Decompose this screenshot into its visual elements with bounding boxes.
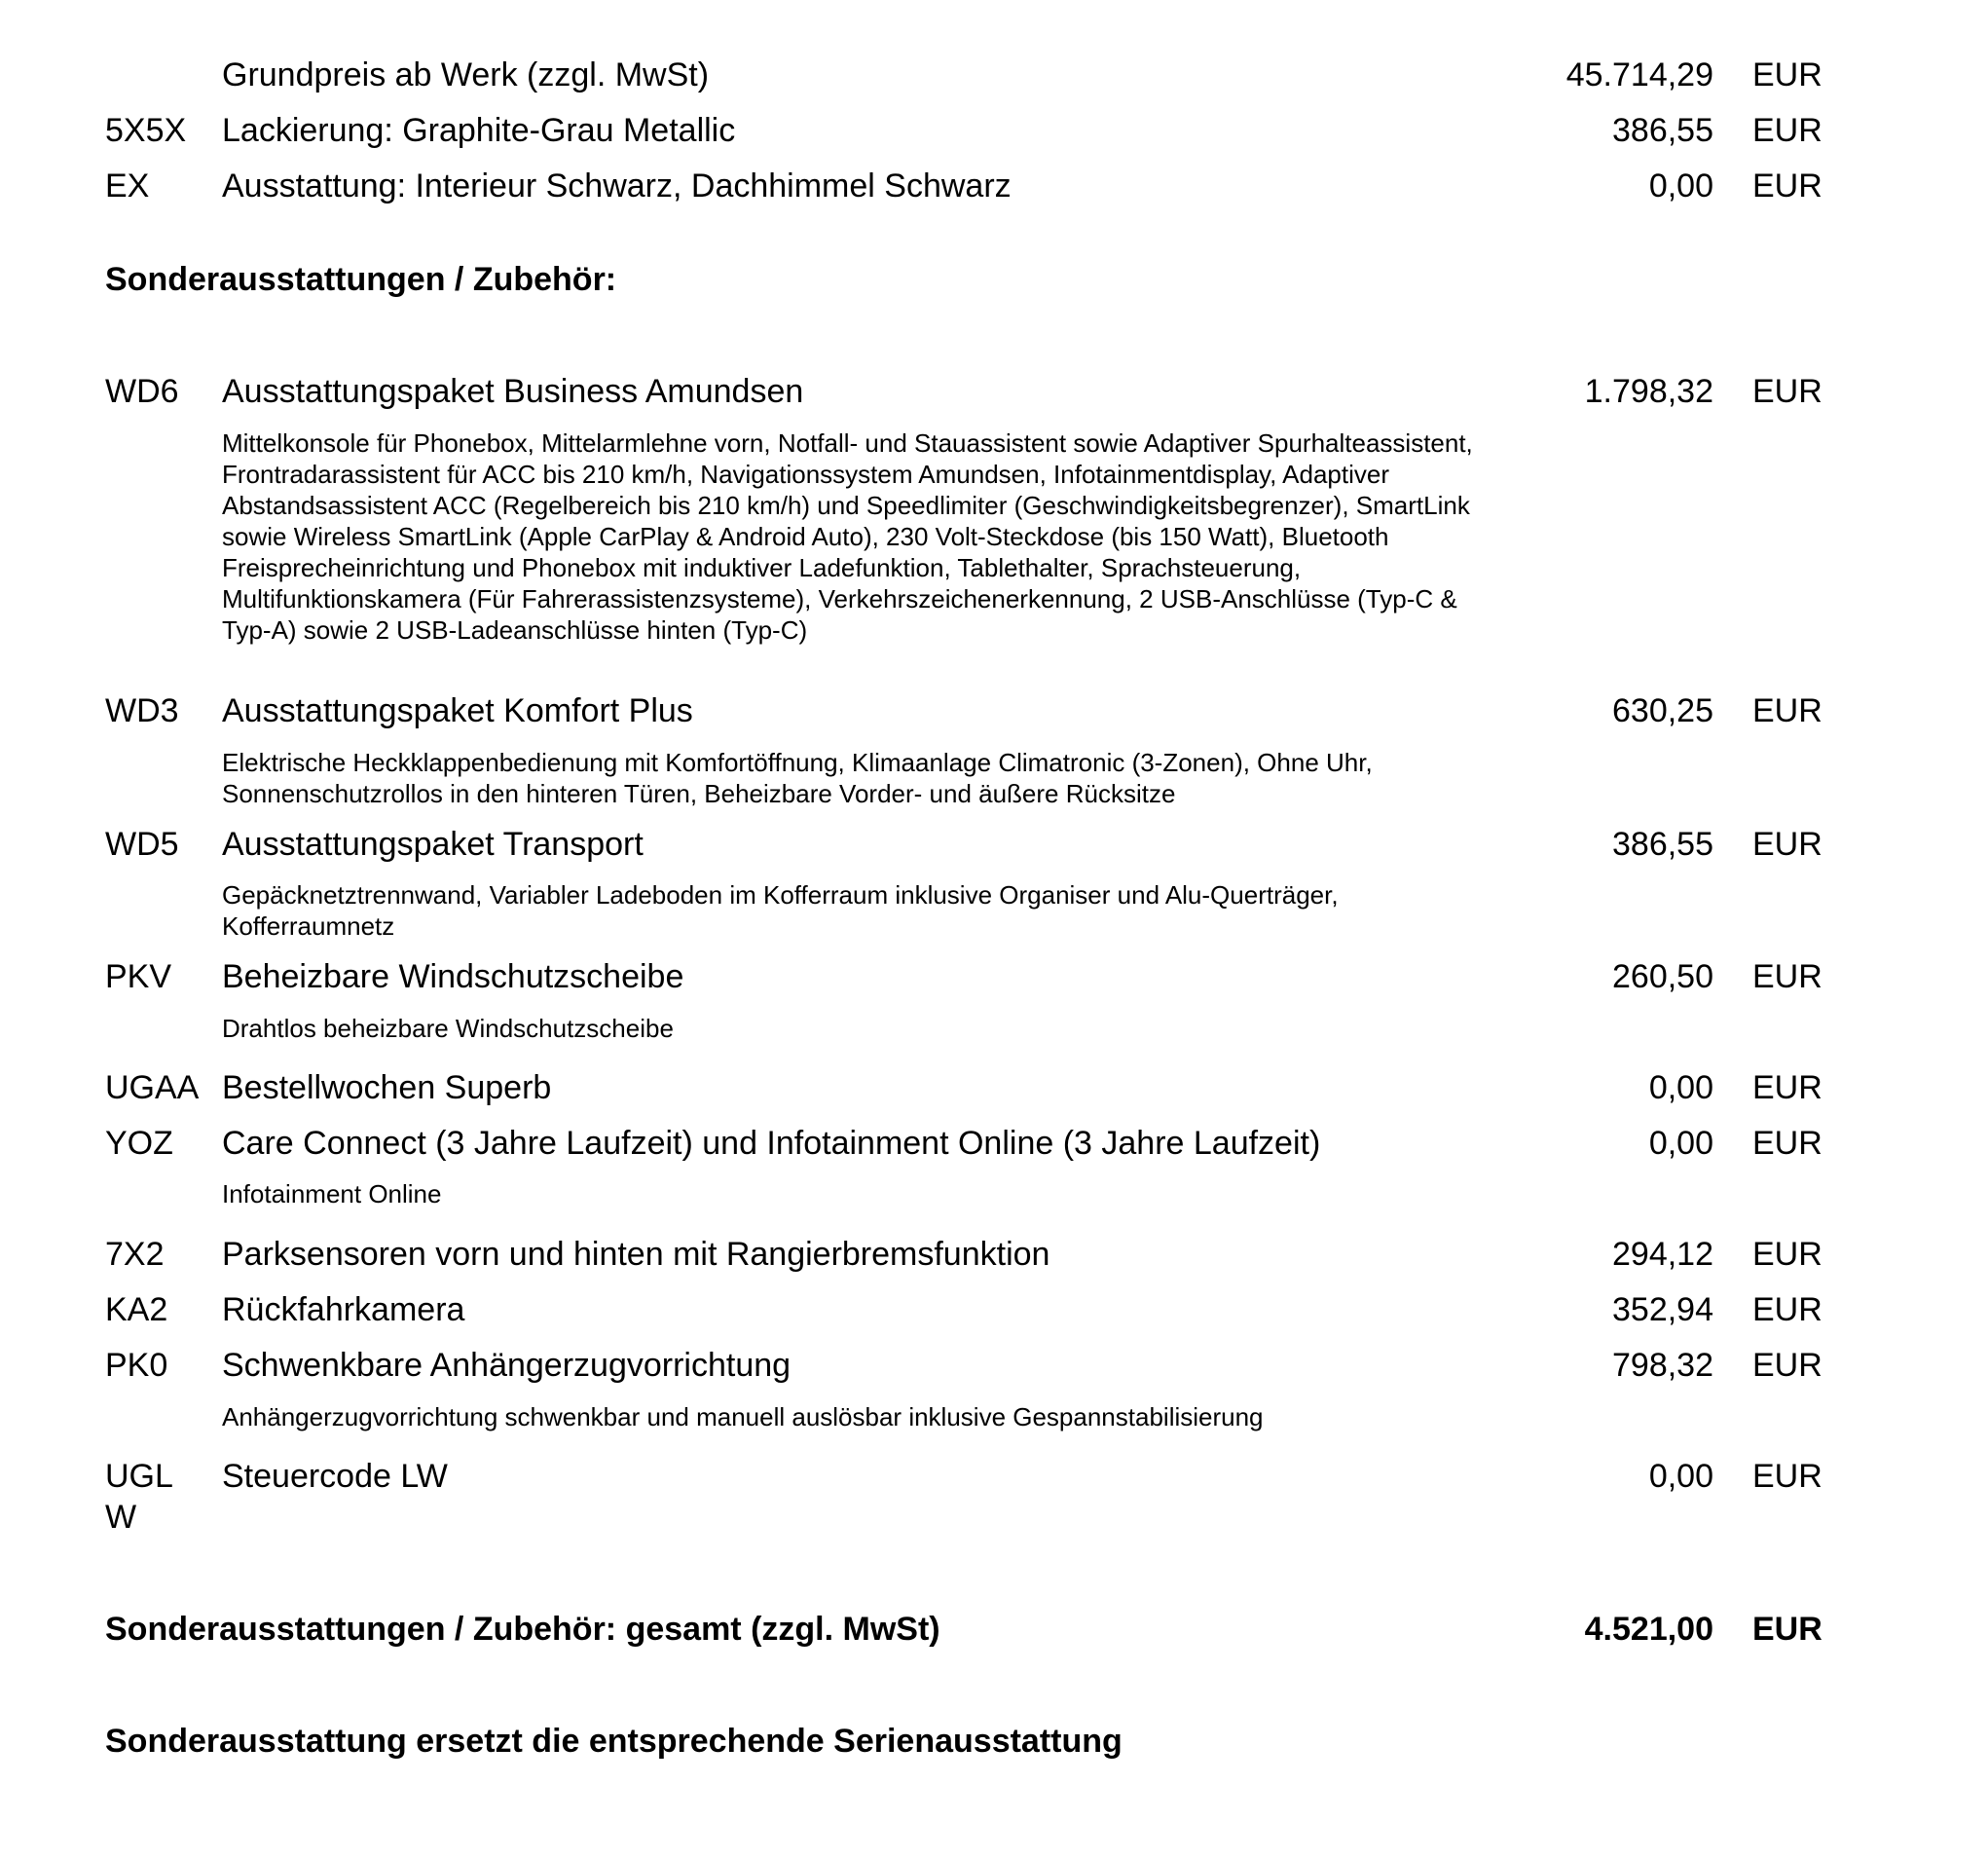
option-code: UGAA: [105, 1069, 200, 1106]
option-currency: EUR: [1752, 373, 1822, 410]
options-heading: Sonderausstattungen / Zubehör:: [105, 261, 617, 298]
option-currency: EUR: [1752, 167, 1822, 204]
option-description: Drahtlos beheizbare Windschutzscheibe: [222, 1014, 674, 1043]
total-label: Sonderausstattungen / Zubehör: gesamt (zzgl. MwSt): [105, 1611, 940, 1648]
option-description: Gepäcknetztrennwand, Variabler Ladeboden im Kofferraum inklusive Organiser und Alu-Querträger, Kofferraumnetz: [222, 880, 1339, 941]
option-code: WD5: [105, 826, 179, 863]
option-title: Bestellwochen Superb: [222, 1069, 552, 1106]
option-amount: 0,00: [1648, 1458, 1713, 1495]
option-description: Mittelkonsole für Phonebox, Mittelarmlehne vorn, Notfall- und Stauassistent sowie Adaptiver Spurhalteassistent, Frontradarassistent für ACC bis 210 km/h, Navigationssystem Amundsen, Infotainmentdisplay, Adaptiver Abstandsassistent ACC (Regelbereich bis 210 km/h) und Speedlimiter (Geschwindigkeitsbegrenzer), SmartLink sowie Wireless SmartLink (Apple CarPlay & Android Auto), 230 Volt-Steckdose (bis 150 Watt), Bluetooth Freisprecheinrichtung und Phonebox mit induktiver Ladefunktion, Tablethalter, Sprachsteuerung, Multifunktionskamera (Für Fahrerassistenzsysteme), Verkehrszeichenerkennung, 2 USB-Anschlüsse (Typ-C & Typ-A) sowie 2 USB-Ladeanschlüsse hinten (Typ-C): [222, 428, 1473, 645]
option-description: Elektrische Heckklappenbedienung mit Komfortöffnung, Klimaanlage Climatronic (3-Zonen), Ohne Uhr, Sonnenschutzrollos in den hinteren Türen, Beheizbare Vorder- und äußere Rücksitze: [222, 748, 1373, 808]
option-amount: 45.714,29: [1565, 56, 1713, 93]
option-amount: 0,00: [1648, 1069, 1713, 1106]
option-amount: 0,00: [1648, 167, 1713, 204]
option-amount: 294,12: [1612, 1236, 1713, 1273]
option-title: Ausstattungspaket Transport: [222, 826, 644, 863]
option-code: 7X2: [105, 1236, 165, 1273]
option-amount: 352,94: [1612, 1291, 1713, 1328]
option-code: UGLW: [105, 1458, 173, 1536]
option-title: Rückfahrkamera: [222, 1291, 465, 1328]
footer-note: Sonderausstattung ersetzt die entsprechende Serienausstattung: [105, 1723, 1123, 1760]
option-amount: 0,00: [1648, 1125, 1713, 1162]
option-title: Schwenkbare Anhängerzugvorrichtung: [222, 1347, 792, 1384]
option-title: Grundpreis ab Werk (zzgl. MwSt): [222, 56, 710, 93]
option-currency: EUR: [1752, 692, 1822, 729]
option-title: Lackierung: Graphite-Grau Metallic: [222, 112, 736, 149]
option-code: WD3: [105, 692, 179, 729]
option-title: Parksensoren vorn und hinten mit Rangierbremsfunktion: [222, 1236, 1050, 1273]
option-code: KA2: [105, 1291, 168, 1328]
option-currency: EUR: [1752, 112, 1822, 149]
option-title: Ausstattung: Interieur Schwarz, Dachhimmel Schwarz: [222, 167, 1012, 204]
option-title: Beheizbare Windschutzscheibe: [222, 958, 684, 995]
option-currency: EUR: [1752, 1347, 1822, 1384]
total-currency: EUR: [1752, 1611, 1822, 1648]
option-code: WD6: [105, 373, 179, 410]
option-currency: EUR: [1752, 1125, 1822, 1162]
option-amount: 630,25: [1612, 692, 1713, 729]
option-currency: EUR: [1752, 1236, 1822, 1273]
option-amount: 1.798,32: [1584, 373, 1713, 410]
option-currency: EUR: [1752, 826, 1822, 863]
option-amount: 260,50: [1612, 958, 1713, 995]
option-title: Ausstattungspaket Business Amundsen: [222, 373, 804, 410]
option-currency: EUR: [1752, 56, 1822, 93]
option-amount: 386,55: [1612, 112, 1713, 149]
option-currency: EUR: [1752, 1069, 1822, 1106]
option-description: Infotainment Online: [222, 1179, 442, 1208]
option-title: Care Connect (3 Jahre Laufzeit) und Infotainment Online (3 Jahre Laufzeit): [222, 1125, 1321, 1162]
option-currency: EUR: [1752, 1458, 1822, 1495]
option-currency: EUR: [1752, 1291, 1822, 1328]
option-code: 5X5X: [105, 112, 187, 149]
option-amount: 798,32: [1612, 1347, 1713, 1384]
option-code: EX: [105, 167, 150, 204]
option-title: Ausstattungspaket Komfort Plus: [222, 692, 693, 729]
option-title: Steuercode LW: [222, 1458, 448, 1495]
option-code: PKV: [105, 958, 172, 995]
option-amount: 386,55: [1612, 826, 1713, 863]
total-amount: 4.521,00: [1584, 1611, 1713, 1648]
option-code: PK0: [105, 1347, 168, 1384]
option-currency: EUR: [1752, 958, 1822, 995]
option-description: Anhängerzugvorrichtung schwenkbar und manuell auslösbar inklusive Gespannstabilisierung: [222, 1402, 1264, 1431]
option-code: YOZ: [105, 1125, 173, 1162]
